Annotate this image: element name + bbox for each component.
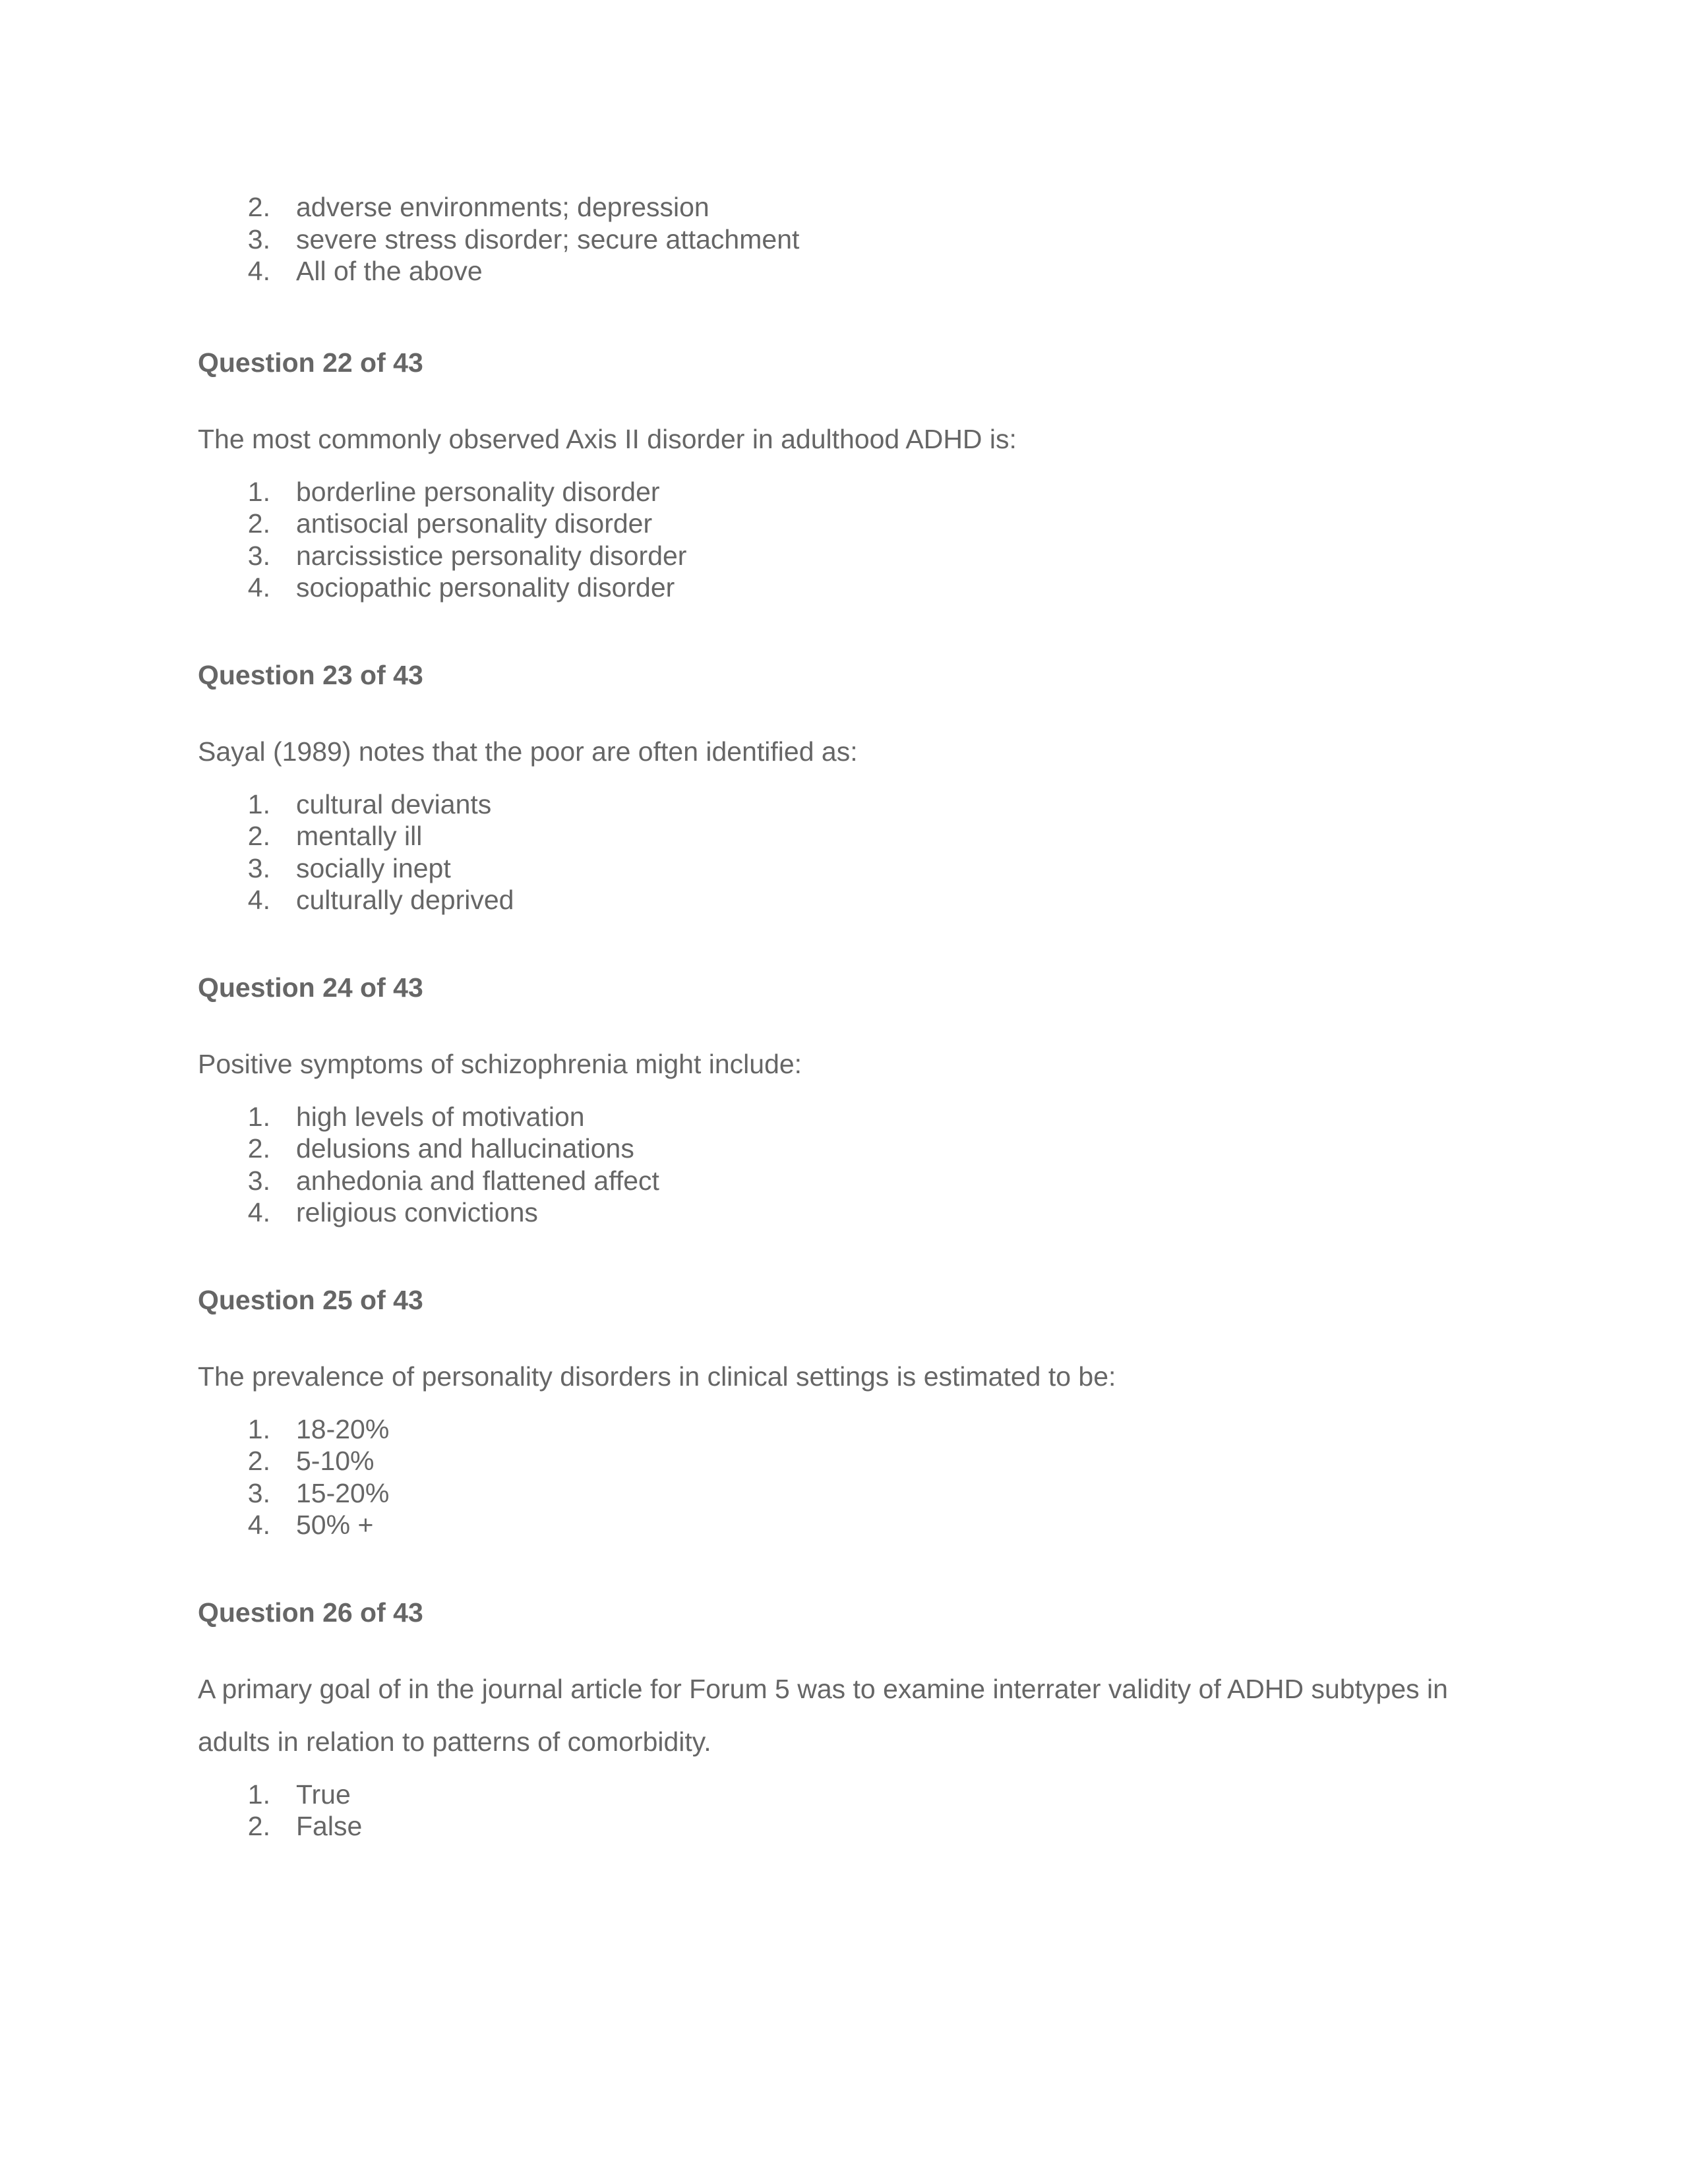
question-heading: Question 26 of 43 bbox=[198, 1597, 423, 1628]
option-item bbox=[198, 820, 1517, 852]
option-text: narcissistice personality disorder bbox=[296, 540, 687, 571]
option-number: 3. bbox=[247, 223, 270, 254]
option-item bbox=[198, 884, 1517, 916]
option-text: 18-20% bbox=[296, 1413, 390, 1444]
option-number: 2. bbox=[247, 1133, 270, 1164]
option-item bbox=[198, 572, 1517, 604]
option-number: 3. bbox=[247, 852, 270, 883]
option-item bbox=[198, 1101, 1517, 1133]
option-text: 50% + bbox=[296, 1510, 374, 1540]
option-text: adverse environments; depression bbox=[296, 192, 709, 222]
question-heading: Question 24 of 43 bbox=[198, 972, 423, 1003]
question-text: The prevalence of personality disorders in clinical settings is estimated to be: bbox=[198, 1361, 1116, 1392]
option-text: severe stress disorder; secure attachment bbox=[296, 223, 800, 254]
option-item bbox=[198, 1477, 1517, 1510]
option-item bbox=[198, 223, 1517, 256]
answer-options bbox=[198, 476, 1517, 604]
option-number: 4. bbox=[247, 1510, 270, 1540]
question-text: The most commonly observed Axis II disorder in adulthood ADHD is: bbox=[198, 423, 1017, 454]
option-number: 3. bbox=[247, 1165, 270, 1196]
option-text: delusions and hallucinations bbox=[296, 1133, 634, 1164]
option-item bbox=[198, 852, 1517, 885]
question-heading: Question 23 of 43 bbox=[198, 659, 423, 690]
option-item bbox=[198, 255, 1517, 287]
option-number: 1. bbox=[247, 476, 270, 507]
option-text: socially inept bbox=[296, 852, 451, 883]
option-number: 1. bbox=[247, 1779, 270, 1810]
option-number: 3. bbox=[247, 1477, 270, 1508]
question-23 bbox=[198, 659, 1517, 916]
option-item bbox=[198, 191, 1517, 223]
answer-options bbox=[198, 1779, 1517, 1843]
option-item bbox=[198, 1133, 1517, 1165]
option-number: 3. bbox=[247, 540, 270, 571]
option-text: religious convictions bbox=[296, 1197, 538, 1227]
question-24 bbox=[198, 972, 1517, 1229]
question-heading: Question 25 of 43 bbox=[198, 1284, 423, 1315]
option-text: 15-20% bbox=[296, 1477, 390, 1508]
option-item bbox=[198, 1196, 1517, 1229]
option-item bbox=[198, 1779, 1517, 1811]
option-text: sociopathic personality disorder bbox=[296, 572, 675, 603]
question-26 bbox=[198, 1597, 1517, 1843]
option-number: 1. bbox=[247, 1413, 270, 1444]
question-heading: Question 22 of 43 bbox=[198, 347, 423, 378]
carryover-options bbox=[198, 191, 1517, 287]
document-page bbox=[198, 191, 1517, 1843]
question-text: Positive symptoms of schizophrenia might include: bbox=[198, 1048, 802, 1079]
option-text: mentally ill bbox=[296, 821, 423, 851]
option-text: All of the above bbox=[296, 256, 483, 286]
option-text: 5-10% bbox=[296, 1446, 375, 1476]
option-text: anhedonia and flattened affect bbox=[296, 1165, 659, 1196]
option-number: 4. bbox=[247, 572, 270, 603]
option-text: cultural deviants bbox=[296, 788, 492, 819]
option-number: 1. bbox=[247, 788, 270, 819]
option-item bbox=[198, 508, 1517, 540]
option-item bbox=[198, 540, 1517, 572]
question-text: Sayal (1989) notes that the poor are often identified as: bbox=[198, 736, 858, 767]
option-text: borderline personality disorder bbox=[296, 476, 660, 507]
option-item bbox=[198, 1413, 1517, 1446]
question-25 bbox=[198, 1284, 1517, 1541]
option-item bbox=[198, 1509, 1517, 1541]
option-item bbox=[198, 1165, 1517, 1197]
option-number: 4. bbox=[247, 256, 270, 286]
option-text: antisocial personality disorder bbox=[296, 508, 653, 539]
question-text: A primary goal of in the journal article for Forum 5 was to examine interrater validity of ADHD subtypes in adults in relation to patterns of comorbidity. bbox=[198, 1673, 1448, 1757]
option-text: high levels of motivation bbox=[296, 1101, 585, 1132]
answer-options bbox=[198, 788, 1517, 916]
option-item bbox=[198, 788, 1517, 821]
option-number: 2. bbox=[247, 1446, 270, 1476]
option-number: 2. bbox=[247, 192, 270, 222]
option-text: False bbox=[296, 1811, 363, 1841]
option-text: culturally deprived bbox=[296, 885, 514, 915]
option-item bbox=[198, 1445, 1517, 1477]
option-number: 2. bbox=[247, 821, 270, 851]
answer-options bbox=[198, 1101, 1517, 1229]
option-number: 4. bbox=[247, 1197, 270, 1227]
question-22 bbox=[198, 347, 1517, 604]
option-number: 4. bbox=[247, 885, 270, 915]
option-number: 2. bbox=[247, 508, 270, 539]
answer-options bbox=[198, 1413, 1517, 1541]
option-item bbox=[198, 1810, 1517, 1843]
option-number: 1. bbox=[247, 1101, 270, 1132]
option-text: True bbox=[296, 1779, 351, 1810]
option-number: 2. bbox=[247, 1811, 270, 1841]
option-item bbox=[198, 476, 1517, 508]
